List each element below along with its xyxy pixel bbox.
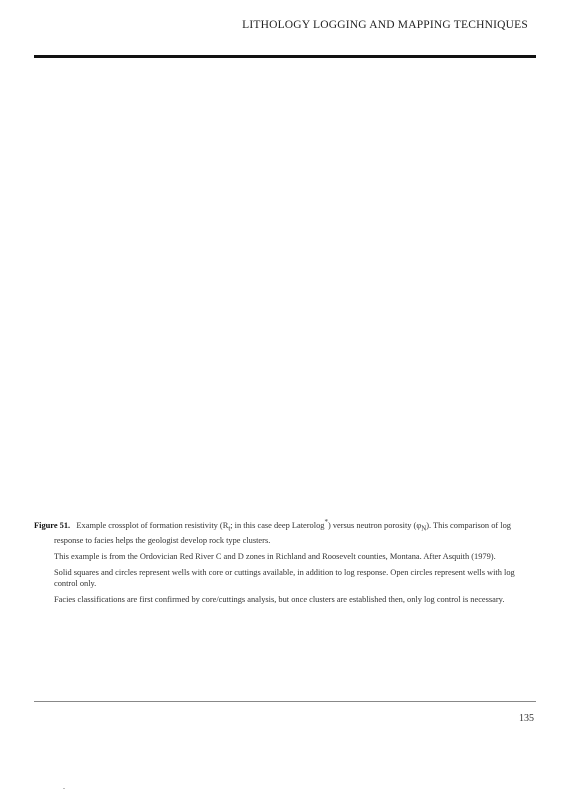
header-rule <box>34 55 536 58</box>
caption-text-a: Example crossplot of formation resistivity (R <box>76 520 229 530</box>
scan-speck <box>63 788 65 789</box>
caption-text-b: ; in this case deep Laterolog <box>230 520 325 530</box>
figure-label: Figure 51. <box>34 520 71 530</box>
subscript-n: N <box>421 524 427 533</box>
page-number: 135 <box>519 713 534 724</box>
figure-area <box>34 62 536 512</box>
caption-text-c: ) versus neutron porosity (φ <box>327 520 422 530</box>
caption-paragraph-3: Solid squares and circles represent wells with core or cuttings available, in addition to log response. Open circles represent wells with log control only. <box>54 568 515 589</box>
caption-paragraph-1 <box>34 517 534 546</box>
subscript-t: t <box>228 524 231 533</box>
running-head: LITHOLOGY LOGGING AND MAPPING TECHNIQUES <box>242 19 528 31</box>
superscript-mark: * <box>324 518 328 526</box>
figure-caption <box>34 517 534 611</box>
caption-paragraph-2: This example is from the Ordovician Red River C and D zones in Richland and Roosevelt counties, Montana. After Asquith (1979). <box>54 551 496 561</box>
caption-text-d: ). This comparison of log response to facies helps the geologist develop rock type clusters. <box>54 520 511 545</box>
caption-paragraph-4: Facies classifications are first confirmed by core/cuttings analysis, but once clusters are established then, only log control is necessary. <box>54 595 505 605</box>
footer-rule <box>34 701 536 702</box>
